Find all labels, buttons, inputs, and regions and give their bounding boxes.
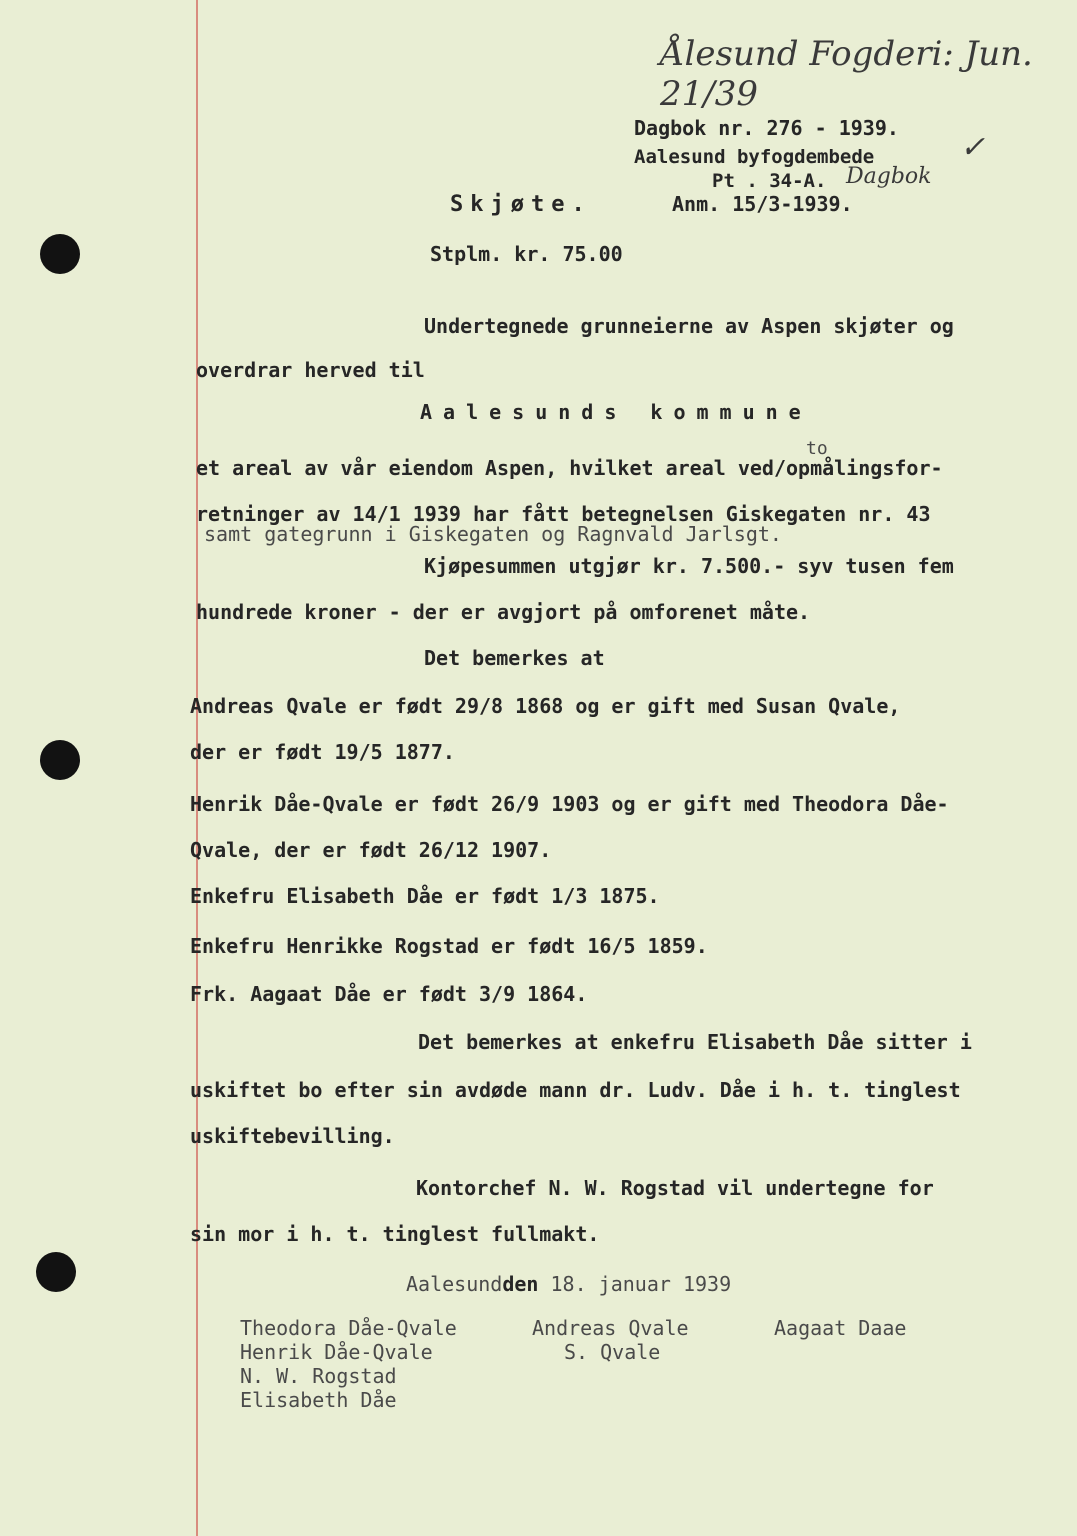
body-line: Undertegnede grunneierne av Aspen skjøter og [424,314,954,338]
body-line: Henrik Dåe-Qvale er født 26/9 1903 og er gift med Theodora Dåe- [190,792,949,816]
document-title: Skjøte. [450,192,592,217]
punch-hole-icon [36,1252,76,1292]
handwritten-header: Ålesund Fogderi: Jun. 21/39 [660,34,1033,114]
signature-name: Elisabeth Dåe [240,1388,397,1412]
body-line: Enkefru Henrikke Rogstad er født 16/5 1859. [190,934,708,958]
body-line: Kjøpesummen utgjør kr. 7.500.- syv tusen fem [424,554,954,578]
body-line: samt gategrunn i Giskegaten og Ragnvald Jarlsgt. [204,522,782,546]
body-line: overdrar herved til [196,358,425,382]
signature-name: Aagaat Daae [774,1316,907,1340]
check-mark-icon: ✓ [960,130,986,165]
insert-word: to [806,438,828,459]
body-line: Frk. Aagaat Dåe er født 3/9 1864. [190,982,588,1006]
signature-name: Theodora Dåe-Qvale [240,1316,457,1340]
registry-line-4: Anm. 15/3-1939. [672,192,853,216]
signature-name: Henrik Dåe-Qvale [240,1340,433,1364]
signature-column-1 [240,1316,457,1412]
registry-line-3: Pt . 34-A. [712,170,827,192]
body-line: uskiftet bo efter sin avdøde mann dr. Ludv. Dåe i h. t. tinglest [190,1078,961,1102]
body-line: hundrede kroner - der er avgjort på omforenet måte. [196,600,811,624]
body-line: Det bemerkes at [424,646,605,670]
registry-line-2: Aalesund byfogdembede [634,146,875,168]
body-line: et areal av vår eiendom Aspen, hvilket areal ved/opmålingsfor- [196,456,943,480]
date-text: 18. januar 1939 [550,1272,732,1296]
body-line: der er født 19/5 1877. [190,740,455,764]
punch-hole-icon [40,740,80,780]
body-line: Qvale, der er født 26/12 1907. [190,838,552,862]
body-line: retninger av 14/1 1939 har fått betegnelsen Giskegaten nr. 43 [196,502,931,526]
signature-name: N. W. Rogstad [240,1364,397,1388]
signature-name: S. Qvale [564,1340,661,1364]
signature-name: Andreas Qvale [532,1316,689,1340]
body-line: Kontorchef N. W. Rogstad vil undertegne for [416,1176,934,1200]
body-line: Enkefru Elisabeth Dåe er født 1/3 1875. [190,884,660,908]
body-line: Andreas Qvale er født 29/8 1868 og er gift med Susan Qvale, [190,694,901,718]
date-place-name: Aalesund [406,1272,503,1296]
date-den: den [502,1272,539,1296]
date-place [406,1272,731,1296]
body-line: sin mor i h. t. tinglest fullmakt. [190,1222,600,1246]
punch-hole-icon [40,234,80,274]
body-line: uskiftebevilling. [190,1124,395,1148]
signature-column-2 [532,1316,689,1364]
red-margin-line [196,0,198,1536]
registry-hand-note: Dagbok [846,164,932,189]
signature-column-3 [774,1316,906,1340]
stamp-fee: Stplm. kr. 75.00 [430,242,623,266]
recipient-name: Aalesunds kommune [420,400,812,424]
registry-line-1: Dagbok nr. 276 - 1939. [634,116,899,140]
body-line: Det bemerkes at enkefru Elisabeth Dåe sitter i [418,1030,972,1054]
